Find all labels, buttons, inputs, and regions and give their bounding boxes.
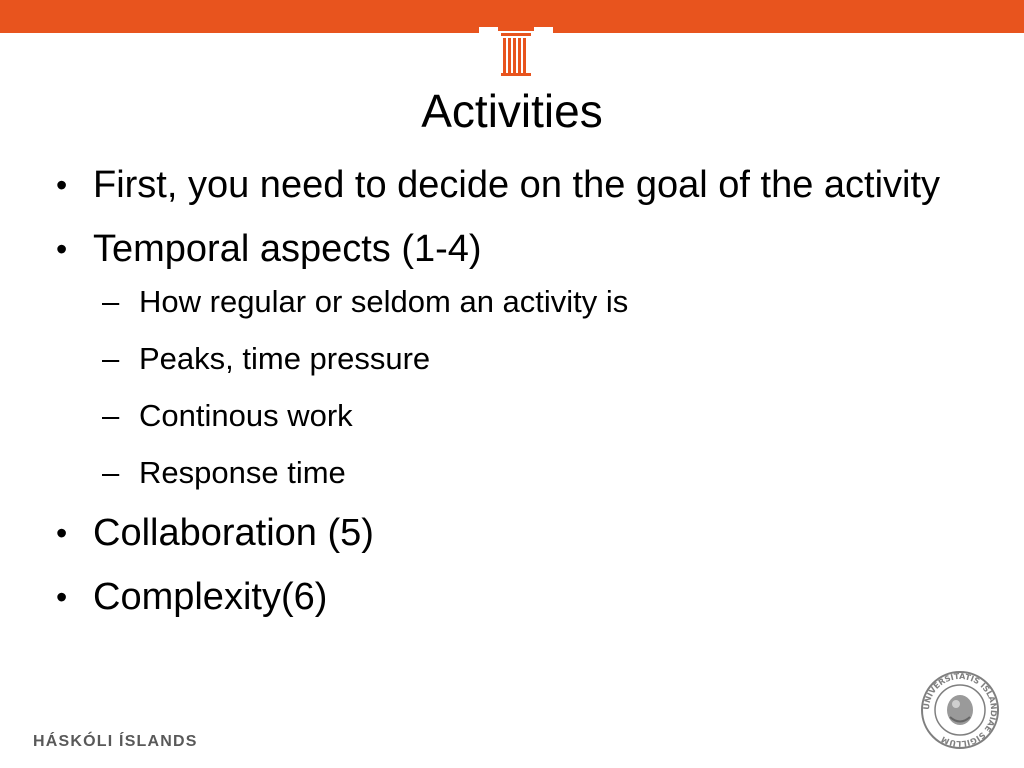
bullet-item [56,570,976,624]
bullet-glyph: • [56,515,68,551]
sub-bullet-text: Peaks, time pressure [139,341,431,376]
dash-glyph: – [102,455,120,490]
sub-bullet-item [56,278,976,325]
bullet-item [56,158,976,212]
dash-glyph: – [102,398,120,433]
sub-bullet-text: How regular or seldom an activity is [139,284,629,319]
bullet-item [56,222,976,276]
bullet-glyph: • [56,579,68,615]
slide-title: Activities [421,85,603,137]
dash-glyph: – [102,284,120,319]
bullet-text: First, you need to decide on the goal of the activity [93,164,941,206]
seal-text: UNIVERSITATIS ISLANDIAE SIGILLUM [921,671,999,749]
bullet-item [56,506,976,560]
sub-bullet-item [56,449,976,496]
sub-bullet-text: Response time [139,455,346,490]
dash-glyph: – [102,341,120,376]
bullet-text: Complexity(6) [93,576,328,618]
bullet-glyph: • [56,231,68,267]
bullet-text: Collaboration (5) [93,512,374,554]
university-pillars-logo-icon [479,18,553,78]
sub-bullet-text: Continous work [139,398,353,433]
slide-content [56,158,976,634]
university-seal-icon [920,670,1000,750]
sub-bullet-item [56,335,976,382]
sub-bullet-item [56,392,976,439]
university-name: HÁSKÓLI ÍSLANDS [33,733,198,750]
sub-bullet-list [56,278,976,496]
bullet-text: Temporal aspects (1-4) [93,228,482,270]
bullet-glyph: • [56,167,68,203]
